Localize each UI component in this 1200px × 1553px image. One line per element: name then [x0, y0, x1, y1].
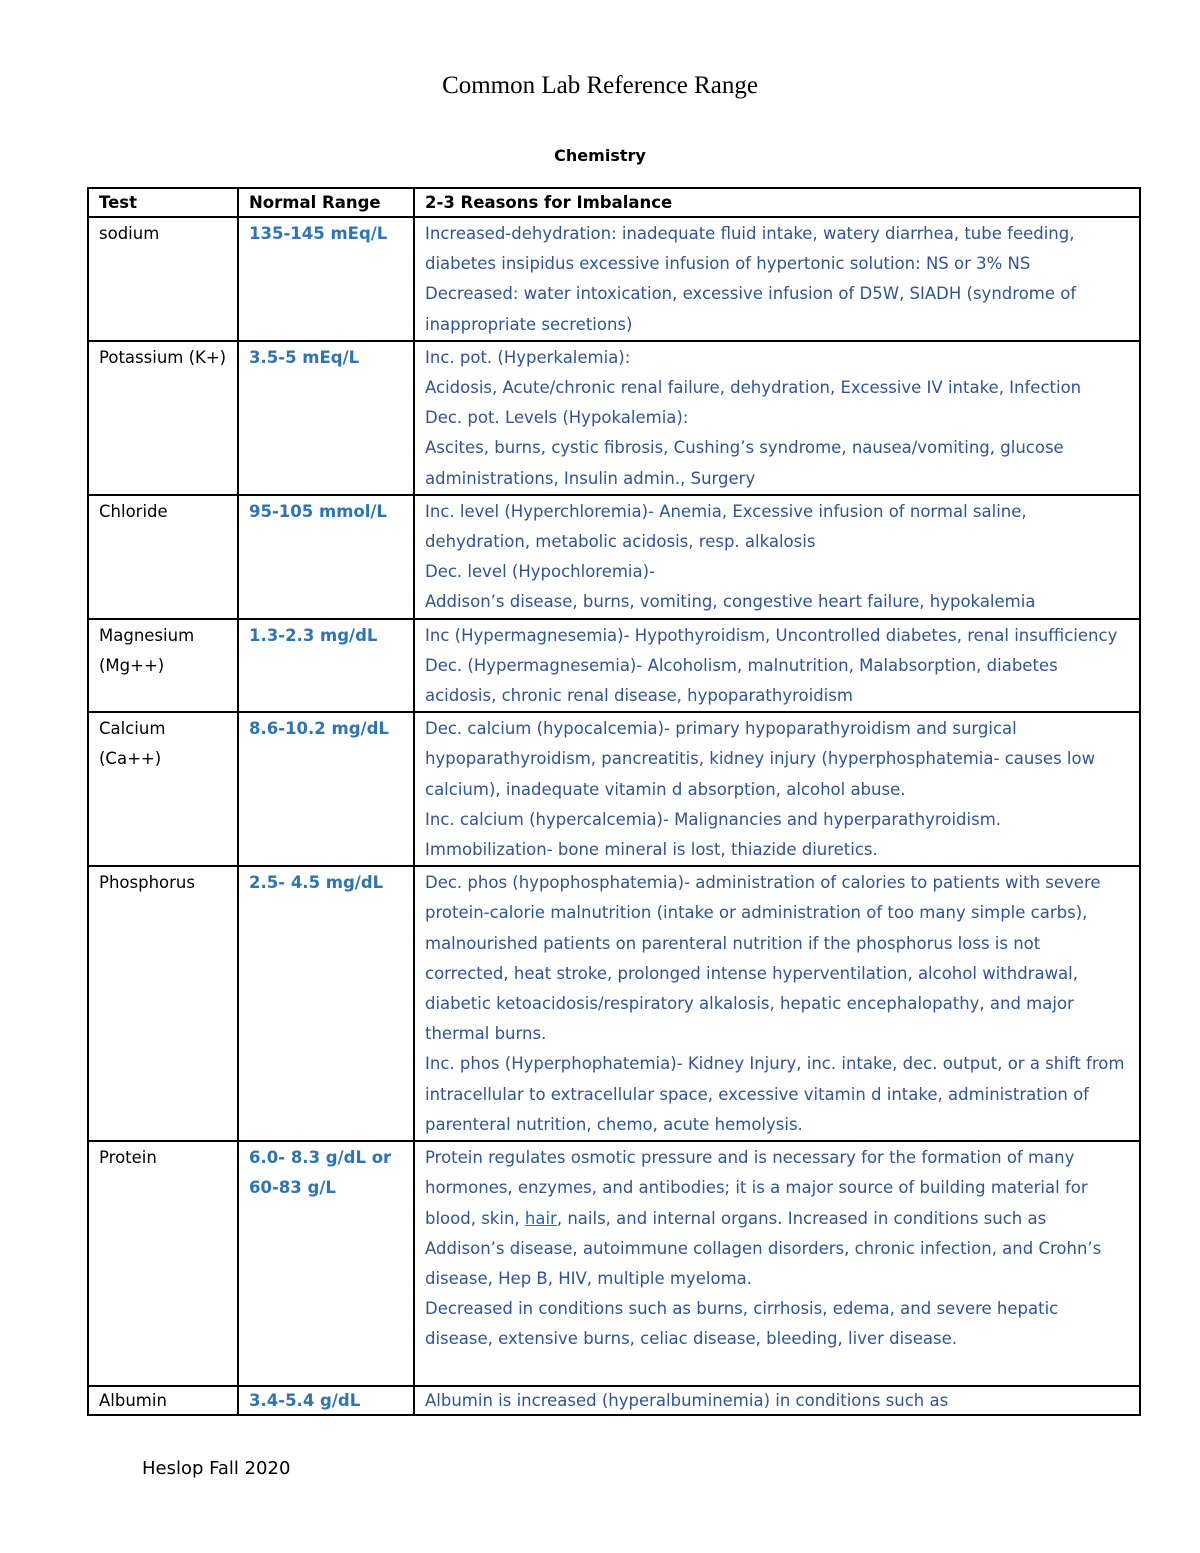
reason-line: Inc. calcium (hypercalcemia)- Malignancies and hyperparathyroidism. Immobilization- bone mineral is lost, thiazide diuretics.	[425, 809, 1002, 860]
test-name: Chloride	[88, 495, 238, 619]
test-name: Protein	[88, 1141, 238, 1385]
test-name: Magnesium (Mg++)	[88, 619, 238, 713]
normal-range: 8.6-10.2 mg/dL	[238, 712, 414, 866]
column-header-reasons: 2-3 Reasons for Imbalance	[414, 188, 1140, 217]
test-name: Calcium (Ca++)	[88, 712, 238, 866]
normal-range: 6.0- 8.3 g/dL or 60-83 g/L	[238, 1141, 414, 1385]
imbalance-reasons	[414, 341, 1140, 495]
imbalance-reasons	[414, 712, 1140, 866]
reason-line: Dec. calcium (hypocalcemia)- primary hypoparathyroidism and surgical hypoparathyroidism, pancreatitis, kidney injury (hyperphosphatemia- causes low calcium), inadequate vitamin d absorption, alcohol abuse.	[425, 719, 1096, 799]
imbalance-reasons	[414, 1386, 1140, 1415]
normal-range: 3.5-5 mEq/L	[238, 341, 414, 495]
table-row	[88, 217, 1140, 341]
reason-line: Ascites, burns, cystic fibrosis, Cushing’s syndrome, nausea/vomiting, glucose administrations, Insulin admin., Surgery	[425, 438, 1064, 488]
column-header-normal-range: Normal Range	[238, 188, 414, 217]
table-row	[88, 495, 1140, 619]
reason-line: Increased-dehydration: inadequate fluid intake, watery diarrhea, tube feeding, diabetes insipidus excessive infusion of hypertonic solution: NS or 3% NS	[425, 224, 1075, 274]
table-row	[88, 341, 1140, 495]
test-name: sodium	[88, 217, 238, 341]
reason-line: Dec. level (Hypochloremia)-	[425, 562, 656, 582]
imbalance-reasons	[414, 866, 1140, 1141]
table-row	[88, 866, 1140, 1141]
page-title: Common Lab Reference Range	[442, 72, 758, 99]
reason-line: Inc. pot. (Hyperkalemia):	[425, 347, 631, 367]
reason-line: Decreased in conditions such as burns, cirrhosis, edema, and severe hepatic disease, extensive burns, celiac disease, bleeding, liver disease.	[425, 1299, 1059, 1349]
normal-range: 135-145 mEq/L	[238, 217, 414, 341]
test-name: Potassium (K+)	[88, 341, 238, 495]
reference-table	[87, 187, 1141, 1416]
table-header-row	[88, 188, 1140, 217]
table-row	[88, 712, 1140, 866]
reason-line	[425, 1143, 1129, 1294]
table-row	[88, 1386, 1140, 1415]
reason-line: Addison’s disease, burns, vomiting, congestive heart failure, hypokalemia	[425, 592, 1036, 612]
normal-range: 3.4-5.4 g/dL	[238, 1386, 414, 1415]
reason-line: Dec. phos (hypophosphatemia)- administration of calories to patients with severe protein-calorie malnutrition (intake or administration of too many simple carbs), malnourished patients on parenteral nutrition if the phosphorus loss is not corrected, heat stroke, prolonged intense hyperventilation, alcohol withdrawal, diabetic ketoacidosis/respiratory alkalosis, hepatic encephalopathy, and major thermal burns.	[425, 873, 1101, 1044]
page-footer: Heslop Fall 2020	[142, 1458, 291, 1479]
normal-range: 2.5- 4.5 mg/dL	[238, 866, 414, 1141]
section-heading: Chemistry	[554, 146, 646, 165]
reason-line: Dec. (Hypermagnesemia)- Alcoholism, malnutrition, Malabsorption, diabetes acidosis, chronic renal disease, hypoparathyroidism	[425, 655, 1058, 706]
reason-line: Inc. level (Hyperchloremia)- Anemia, Excessive infusion of normal saline, dehydration, metabolic acidosis, resp. alkalosis	[425, 501, 1027, 552]
test-name: Phosphorus	[88, 866, 238, 1141]
reason-line: Decreased: water intoxication, excessive infusion of D5W, SIADH (syndrome of inappropriate secretions)	[425, 284, 1077, 334]
table-row	[88, 1141, 1140, 1385]
reason-text: , nails, and internal organs. Increased in conditions such as Addison’s disease, autoimmune collagen disorders, chronic infection, and Crohn’s disease, Hep B, HIV, multiple myeloma.	[425, 1208, 1102, 1288]
reason-text: Protein regulates osmotic pressure and is necessary for the formation of many hormones, enzymes, and antibodies; it is a major source of building material for blood, skin,	[425, 1148, 1088, 1228]
normal-range: 95-105 mmol/L	[238, 495, 414, 619]
reason-line: Acidosis, Acute/chronic renal failure, dehydration, Excessive IV intake, Infection	[425, 378, 1082, 398]
table-row	[88, 619, 1140, 713]
column-header-test: Test	[88, 188, 238, 217]
test-name: Albumin	[88, 1386, 238, 1415]
imbalance-reasons	[414, 495, 1140, 619]
hair-link[interactable]: hair	[524, 1208, 557, 1228]
reason-line: Inc (Hypermagnesemia)- Hypothyroidism, Uncontrolled diabetes, renal insufficiency	[425, 625, 1118, 645]
reason-line: Dec. pot. Levels (Hypokalemia):	[425, 408, 689, 428]
normal-range: 1.3-2.3 mg/dL	[238, 619, 414, 713]
imbalance-reasons	[414, 217, 1140, 341]
imbalance-reasons	[414, 1141, 1140, 1385]
imbalance-reasons	[414, 619, 1140, 713]
reason-line: Albumin is increased (hyperalbuminemia) in conditions such as	[425, 1390, 949, 1410]
reason-line: Inc. phos (Hyperphophatemia)- Kidney Injury, inc. intake, dec. output, or a shift from intracellular to extracellular space, excessive vitamin d intake, administration of parenteral nutrition, chemo, acute hemolysis.	[425, 1054, 1125, 1134]
